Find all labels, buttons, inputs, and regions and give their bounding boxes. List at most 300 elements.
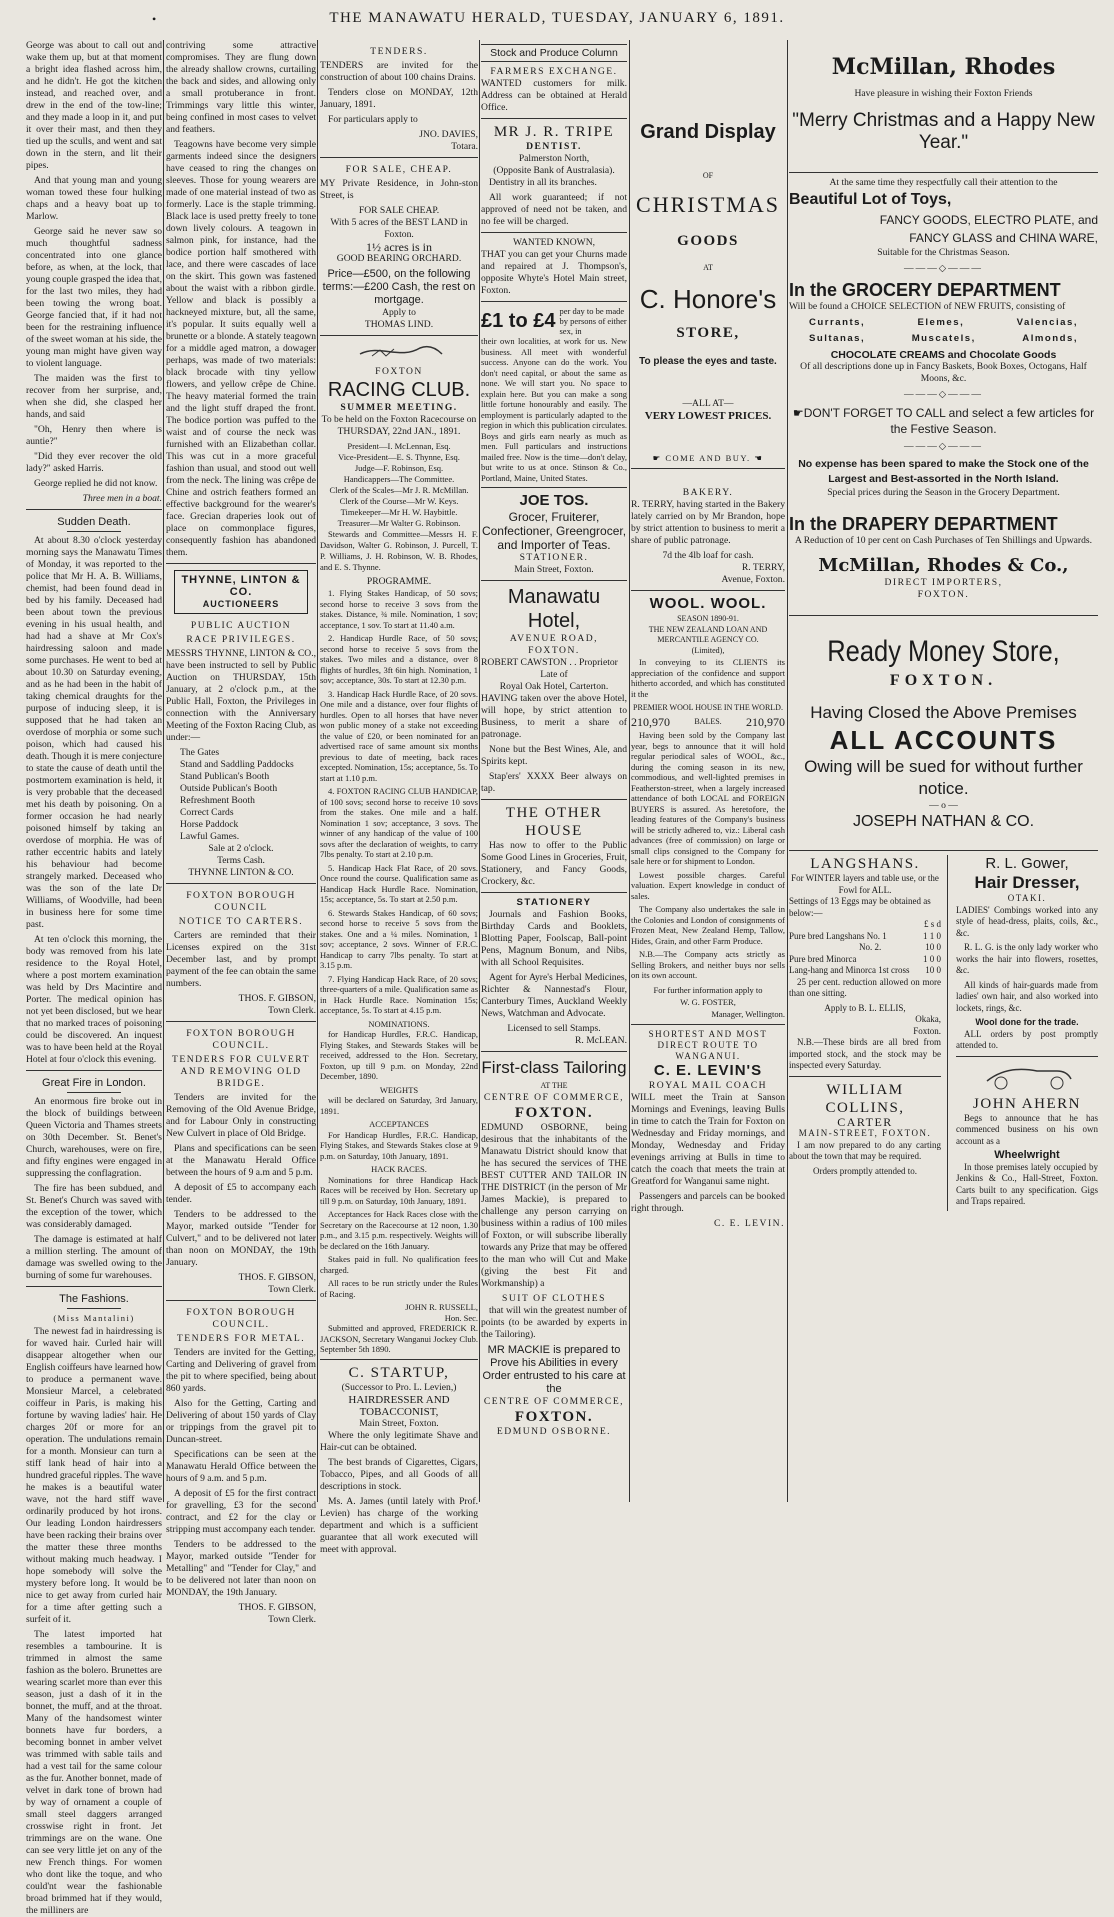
spacer bbox=[631, 40, 785, 120]
council-body: Tenders to be addressed to the Mayor, marked outside "Tender for Culvert," and to be delivered not later than noon on MONDAY, the 19th January. bbox=[166, 1209, 316, 1268]
collins-subheading: CARTER bbox=[837, 1114, 893, 1129]
column-rule bbox=[163, 40, 164, 1502]
programme-race: 1. Flying Stakes Handicap, of 50 sovs; second horse to receive 3 sovs from the stakes. Distance, ¾ mile. Nomination, 1 sov; acceptance, 1 sov. To start at 11.40 a.m. bbox=[320, 588, 478, 630]
council-signature: THOS. F. GIBSON, bbox=[238, 1272, 316, 1283]
article-paragraph: An enormous fire broke out in the block of buildings between Queen Victoria and Thames streets on 30th December. St. Benet's Church, warehouses, were on fire, and fifty engines were engaged in suppressing the conflagration. bbox=[26, 1096, 162, 1179]
gower-subheading: Hair Dresser, bbox=[974, 873, 1080, 892]
column-rule bbox=[317, 40, 318, 1502]
divider bbox=[789, 172, 1098, 173]
tenders-signature: JNO. DAVIES, bbox=[419, 129, 478, 140]
racing-ornament-icon bbox=[320, 340, 478, 362]
programme-list bbox=[320, 588, 478, 1355]
wool-role: Manager, Wellington. bbox=[711, 1008, 785, 1019]
levin-body: WILL meet the Train at Sanson Mornings and Evenings, leaving Bulls in time to catch the Train for Foxton on Wednesday and Friday mornings, and Monday, Wednesday and Friday evenings arriving at Bulls in time to catch the coach that meets the train at Greatford for Wanganui same night. bbox=[631, 1091, 785, 1187]
toys-heading: Beautiful Lot of Toys, bbox=[789, 191, 952, 208]
fashions-byline: (Miss Mantalini) bbox=[53, 1313, 135, 1323]
collins-body: I am now prepared to do any carting about the town that may be required. bbox=[789, 1139, 941, 1161]
council-subheading: NOTICE TO CARTERS. bbox=[178, 916, 304, 927]
sale-caps: FOR SALE CHEAP. bbox=[358, 205, 440, 216]
council-body: Specifications can be seen at the Manawatu Herald Office between the hours of 9 a.m. and 5 p.m. bbox=[166, 1449, 316, 1484]
article-paragraph: contriving some attractive compromises. They are flung down the already shallow crowns, curtailing the back and sides, and allowing only a small protuberance in front. Trimmings vary little this winter, being confined in most cases to velvet and feathers. bbox=[166, 40, 316, 135]
langshans-town: Foxton. bbox=[913, 1025, 941, 1036]
programme-race: 4. FOXTON RACING CLUB HANDICAP, of 100 sovs; second horse to receive 10 sovs from the stakes. One mile and a half. Nomination 1 sov; acceptance, 3 sovs. The winner of any handicap of the value of 100 sovs after the declaration of weights, to carry 7lbs penalty. To start at 2.10 p.m. bbox=[320, 786, 478, 859]
fruit-item: Currants, bbox=[809, 317, 866, 328]
startup-body: Where the only legitimate Shave and Hair-cut can be obtained. bbox=[320, 1429, 478, 1453]
mcmillan-rhodes-heading: McMillan, Rhodes bbox=[831, 54, 1056, 80]
please-tagline: To please the eyes and taste. bbox=[639, 356, 777, 367]
tripe-address: Palmerston North, bbox=[518, 153, 590, 164]
wool-bales-row bbox=[631, 716, 785, 728]
sale-orchard: GOOD BEARING ORCHARD. bbox=[336, 253, 462, 264]
bakery-heading: BAKERY. bbox=[682, 487, 734, 498]
tailoring-body: that will win the greatest number of points (to be awarded by experts in the Tailoring). bbox=[481, 1305, 627, 1340]
official: Vice-President—E. S. Thynne, Esq. bbox=[338, 452, 460, 462]
divider bbox=[481, 232, 627, 233]
startup-body: Ms. A. James (until lately with Prof. Levien) has charge of the working department and which is a sufficient guarantee that all work executed will meet with approval. bbox=[320, 1495, 478, 1555]
divider bbox=[166, 563, 316, 564]
column-2 bbox=[166, 40, 316, 1625]
hotel-body: HAVING taken over the above Hotel, will hope, by strict attention to Business, to merit a share of patronage. bbox=[481, 693, 627, 740]
divider bbox=[67, 1092, 121, 1093]
auction-item: Stand and Saddling Paddocks bbox=[180, 759, 294, 770]
tenders-heading: TENDERS. bbox=[370, 46, 428, 57]
wool-body: In conveying to its CLIENTS its appreciation of the confidence and support hitherto accorded, and which has constituted it the bbox=[631, 657, 785, 699]
wool-nb: N.B.—The Company acts strictly as Selling Brokers, and neither buys nor sells on its own account. bbox=[631, 949, 785, 980]
merry-christmas-heading: "Merry Christmas and a Happy New Year." bbox=[792, 110, 1095, 153]
divider bbox=[166, 1300, 316, 1301]
divider bbox=[631, 590, 785, 591]
divider bbox=[631, 468, 785, 469]
divider bbox=[789, 615, 1098, 616]
langshans-row-price: 1 1 0 bbox=[923, 930, 941, 941]
honore-heading: C. Honore's bbox=[639, 284, 777, 314]
tripe-subheading: DENTIST. bbox=[526, 141, 582, 152]
divider bbox=[481, 118, 627, 119]
tailoring-town: FOXTON. bbox=[514, 1409, 594, 1425]
collins-orders: Orders promptly attended to. bbox=[813, 1165, 917, 1176]
official: President—I. McLennan, Esq. bbox=[347, 441, 451, 451]
collins-heading: WILLIAM COLLINS, bbox=[825, 1081, 905, 1116]
gower-town: OTAKI. bbox=[1007, 893, 1047, 903]
divider bbox=[481, 487, 627, 488]
divider bbox=[67, 531, 121, 532]
come-and-buy-text: COME AND BUY. bbox=[665, 453, 751, 463]
nominations-body: for Handicap Hurdles, F.R.C. Handicap, Flying Stakes, and Stewards Stakes will be received, addressed to the Hon. Secretary, Foxton, up till 9 p.m. on Monday, 22nd December, 1890. bbox=[320, 1029, 478, 1081]
auction-item: Horse Paddock bbox=[180, 819, 239, 830]
council-heading: FOXTON BOROUGH COUNCIL bbox=[186, 890, 296, 913]
hotel-proprietor: ROBERT CAWSTON . . Proprietor bbox=[481, 657, 618, 668]
divider bbox=[789, 850, 1098, 851]
auction-item: Lawful Games. bbox=[180, 831, 240, 842]
story-credit: Three men in a boat. bbox=[82, 493, 162, 504]
ahern-body: In those premises lately occupied by Jenkins & Co., Hall-Street, Foxton. Carts built to any specification. Gigs and Traps repaired. bbox=[956, 1161, 1098, 1206]
ready-money-town: FOXTON. bbox=[889, 672, 998, 689]
council-body: Tenders are invited for the Getting, Carting and Delivering of gravel from the pit to where specified, being about 860 yards. bbox=[166, 1347, 316, 1394]
council-role: Town Clerk. bbox=[268, 1005, 316, 1016]
stationery-licensed: Licensed to sell Stamps. bbox=[507, 1023, 601, 1034]
reduction-line: A Reduction of 10 per cent on Cash Purchases of Ten Shillings and Upwards. bbox=[794, 535, 1093, 546]
programme-heading: PROGRAMME. bbox=[366, 576, 432, 587]
tenders-more: For particulars apply to bbox=[328, 114, 418, 125]
langshans-row bbox=[789, 965, 941, 977]
tailoring-mackie: MR MACKIE is prepared to Prove his Abilities in every Order entrusted to his care at the bbox=[482, 1344, 626, 1395]
startup-successor: (Successor to Pro. L. Levien,) bbox=[341, 1381, 457, 1393]
tos-stationer: STATIONER. bbox=[519, 552, 589, 563]
sudden-death-heading: Sudden Death. bbox=[57, 516, 131, 528]
grocery-heading: In the GROCERY DEPARTMENT bbox=[789, 280, 1061, 300]
programme-race: 5. Handicap Hack Flat Race, of 20 sovs. Once round the course. Qualification same as Handicap Hack Hurdle Race. Nomination, 15s; acceptance, 5s. To start at 2.50 p.m. bbox=[320, 862, 478, 904]
divider bbox=[481, 301, 627, 302]
auction-item: The Gates bbox=[180, 747, 220, 758]
official: Stewards and Committee—Messrs H. F. Davidson, Walter G. Robinson, J. Purcell, T. P. Williams, J. H. Robinson, W. B. Rhodes, and E. S. Thynne. bbox=[320, 529, 478, 572]
startup-address: Main Street, Foxton. bbox=[359, 1417, 439, 1429]
official: Clerk of the Scales—Mr J. R. McMillan. bbox=[329, 485, 469, 495]
story-paragraph: George replied he did not know. bbox=[34, 478, 158, 489]
divider bbox=[26, 1070, 162, 1071]
sale-acres: 1½ acres is in bbox=[366, 240, 432, 254]
grand-display-heading: Grand Display bbox=[640, 121, 776, 143]
other-house-heading: THE OTHER HOUSE bbox=[505, 805, 603, 839]
story-paragraph: And that young man and young woman towed these four hulking chaps and a heavy boat up to Marlow. bbox=[26, 175, 162, 222]
attention-line: At the same time they respectfully call their attention to the bbox=[829, 177, 1058, 188]
hotel-body: Stap'ers' XXXX Beer always on tap. bbox=[481, 771, 627, 794]
divider bbox=[26, 1286, 162, 1287]
gower-orders: ALL orders by post promptly attended to. bbox=[956, 1028, 1098, 1050]
hack-races-heading: HACK RACES. bbox=[371, 1164, 427, 1174]
all-at: —ALL AT— bbox=[682, 398, 734, 409]
sale-body: MY Private Residence, in John-ston Street, is bbox=[320, 178, 478, 201]
descriptions-line: Of all descriptions done up in Fancy Baskets, Book Boxes, Octogans, Half Moons, &c. bbox=[800, 361, 1087, 384]
langshans-row bbox=[789, 942, 941, 954]
bakery-signature: R. TERRY, bbox=[741, 562, 785, 573]
bakery-body: R. TERRY, having started in the Bakery lately carried on by Mr Brandon, hope by strict attention to business to merit a share of public patronage. bbox=[631, 499, 785, 546]
tenders-body: TENDERS are invited for the construction of about 100 chains Drains. bbox=[320, 60, 478, 83]
auction-terms: Terms Cash. bbox=[217, 855, 265, 866]
sale-with: With 5 acres of the BEST LAND in Foxton. bbox=[330, 217, 468, 240]
auction-items bbox=[166, 747, 316, 843]
fashions-heading: The Fashions. bbox=[59, 1293, 129, 1305]
tailoring-centre: CENTRE OF COMMERCE, bbox=[483, 1396, 625, 1407]
langshans-for: For WINTER layers and table use, or the Fowl for ALL. bbox=[791, 873, 939, 895]
auction-sale-time: Sale at 2 o'clock. bbox=[208, 843, 274, 854]
great-fire-heading: Great Fire in London. bbox=[42, 1077, 146, 1089]
langshans-row-price: 10 0 bbox=[925, 942, 941, 952]
lowest-prices: VERY LOWEST PRICES. bbox=[644, 410, 772, 422]
divider bbox=[320, 1359, 478, 1360]
wool-body: Having been sold by the Company last year, begs to announce that it will hold regular periodical sales of WOOL, &c., during the coming season in its new, commodious, and well-lighted premises in Featherston-street, when a largely increased attendance of both LOCAL and FOREIGN BUYERS is assured. As heretofore, the leading features of the Company's business will be strictly adhered to, viz.: Liberal cash advances (free of commission) on large or small clips consigned to the Company for sale here or for shipment to London. bbox=[631, 730, 785, 866]
startup-body: The best brands of Cigarettes, Cigars, Tobacco, Pipes, and all Goods of all descriptions in stock. bbox=[320, 1456, 478, 1492]
ornament-icon: ———◇——— bbox=[904, 389, 983, 400]
council-signature: THOS. F. GIBSON, bbox=[238, 1602, 316, 1613]
wool-heading: WOOL. WOOL. bbox=[649, 595, 767, 612]
tos-address: Main Street, Foxton. bbox=[514, 564, 594, 575]
article-paragraph: The damage is estimated at half a million sterling. The amount of damage was swelled owing to the burning of some fur warehouses. bbox=[26, 1234, 162, 1281]
programme-race: 7. Flying Handicap Hack Race, of 20 sovs; three-quarters of a mile. Qualification same as in Hack Hurdle Race. Nomination 15s; acceptance, 5s. To start at 4.15 p.m. bbox=[320, 973, 478, 1015]
tailoring-signature: EDMUND OSBORNE. bbox=[496, 1426, 612, 1437]
gower-body: R. L. G. is the only lady worker who works the hair into flowers, rosettes, &c. bbox=[956, 942, 1098, 975]
auction-signature: THYNNE LINTON & CO. bbox=[188, 867, 294, 878]
direct-importers: DIRECT IMPORTERS, bbox=[884, 577, 1003, 588]
bakery-address: Avenue, Foxton. bbox=[721, 574, 785, 585]
column-4 bbox=[481, 40, 627, 1502]
hack-body: Stakes paid in full. No qualification fees charged. bbox=[320, 1254, 478, 1275]
tos-heading: JOE TOS. bbox=[519, 492, 589, 509]
tailoring-centre: CENTRE OF COMMERCE, bbox=[483, 1092, 625, 1103]
langshans-row-label: Pure bred Langshans No. 1 bbox=[789, 930, 887, 941]
drapery-heading: In the DRAPERY DEPARTMENT bbox=[789, 514, 1058, 534]
sale-apply: Apply to bbox=[382, 307, 416, 318]
fruits-row bbox=[809, 317, 1078, 329]
council-subheading: TENDERS FOR CULVERT AND REMOVING OLD BRIDGE. bbox=[172, 1054, 310, 1089]
money-heading-row bbox=[481, 306, 627, 336]
levin-signature: C. E. LEVIN. bbox=[713, 1217, 785, 1229]
council-role: Town Clerk. bbox=[268, 1614, 316, 1625]
masthead-dot: • bbox=[152, 12, 157, 26]
lower-ads-row bbox=[789, 855, 1098, 1211]
fancy-goods-line: FANCY GOODS, ELECTRO PLATE, and bbox=[879, 213, 1098, 227]
auction-item: Correct Cards bbox=[180, 807, 234, 818]
story-paragraph: George was about to call out and wake them up, but at that moment a bright idea flashed across him, and he didn't. He got the kitchen instead, and reached over, and drew in the end of the tow-line; and they made a loop in it, and put it over their mast, and then they tied up the sculls, and went and sat down in the stern, and lit their pipes. bbox=[26, 40, 162, 171]
money-heading: £1 to £4 bbox=[481, 310, 556, 332]
wool-premier: PREMIER WOOL HOUSE IN THE WORLD. bbox=[633, 703, 783, 712]
auction-item: Stand Publican's Booth bbox=[180, 771, 270, 782]
nominations-heading: NOMINATIONS. bbox=[368, 1018, 430, 1029]
hotel-address: AVENUE ROAD, bbox=[509, 633, 599, 644]
wanted-heading: WANTED KNOWN, bbox=[512, 237, 596, 248]
acceptances-body: For Handicap Hurdles, F.R.C. Handicap, Flying Stakes, and Stewards Stakes close at 9 p.m. on Saturday, 10th January, 1891. bbox=[320, 1129, 478, 1161]
weights-body: will be declared on Saturday, 3rd January, 1891. bbox=[320, 1095, 478, 1116]
carriage-icon bbox=[967, 1061, 1087, 1091]
langshans-apply: Apply to B. L. ELLIS, bbox=[824, 1002, 906, 1013]
hack-body: Nominations for three Handicap Hack Races will be received by Hon. Secretary up till 9 p.m. on Saturday, 10th January, 1891. bbox=[320, 1174, 478, 1206]
pointing-hand-icon: ☚ bbox=[754, 453, 764, 463]
masthead-title: THE MANAWATU HERALD, TUESDAY, JANUARY 6, 1891. bbox=[329, 10, 785, 26]
suitable-line: Suitable for the Christmas Season. bbox=[877, 247, 1010, 258]
divider bbox=[320, 335, 478, 336]
programme-race: 6. Stewards Stakes Handicap, of 60 sovs; second horse to receive 5 sovs from the stakes. One and a ¼ miles. Nomination, 1 sov; acceptance, 2 sovs. Winner of F.R.C. Handicap to carry 7lbs penalty. To start at 3.15 p.m. bbox=[320, 907, 478, 970]
wool-info: For further information apply to bbox=[653, 984, 763, 995]
fruits-row bbox=[809, 333, 1078, 345]
money-heading-sub: per day to be made by persons of either sex, in bbox=[559, 306, 627, 336]
ahern-trade: Wheelwright bbox=[994, 1149, 1060, 1161]
divider bbox=[166, 883, 316, 884]
divider bbox=[956, 1056, 1098, 1057]
langshans-nb: N.B.—These birds are all bred from imported stock, and the stock may be inspected every Saturday. bbox=[789, 1037, 941, 1070]
tripe-address: (Opposite Bank of Australasia). bbox=[493, 165, 615, 176]
sale-price: Price—£500, on the following terms:—£200 Cash, the rest on mortgage. bbox=[322, 268, 476, 306]
other-house-body: Has now to offer to the Public Some Good Lines in Groceries, Fruit, Stationery, and Fancy Goods, Crockery, &c. bbox=[481, 840, 627, 887]
wool-body: The Company also undertakes the sale in the Colonies and London of consignments of Frozen Meat, New Zealand Hemp, Tallow, Hides, Grain, and other Farm Produce. bbox=[631, 904, 785, 946]
divider bbox=[789, 1076, 941, 1077]
startup-trade: HAIRDRESSER AND TOBACCONIST, bbox=[348, 1393, 450, 1418]
langshans-money-header: £ s d bbox=[923, 919, 941, 929]
divider bbox=[481, 580, 627, 581]
levin-subheading: ROYAL MAIL COACH bbox=[648, 1079, 768, 1091]
tenders-close: Tenders close on MONDAY, 12th January, 1891. bbox=[320, 87, 478, 110]
wanted-body: THAT you can get your Churns made and repaired at J. Thompson's, opposite Whyte's Hotel Main street, Foxton. bbox=[481, 249, 627, 296]
official: Judge—F. Robinson, Esq. bbox=[354, 463, 444, 473]
divider bbox=[481, 799, 627, 800]
column-rule bbox=[787, 40, 788, 1502]
racing-date: THURSDAY, 22nd JAN., 1891. bbox=[337, 426, 461, 437]
collins-address: MAIN-STREET, FOXTON. bbox=[798, 1128, 932, 1138]
column-1 bbox=[26, 40, 162, 1916]
racing-subtitle: SUMMER MEETING. bbox=[340, 402, 458, 413]
hotel-late: Late of bbox=[540, 669, 568, 680]
wool-bales-left: 210,970 bbox=[631, 715, 670, 729]
council-signature: THOS. F. GIBSON, bbox=[238, 993, 316, 1004]
column-5 bbox=[631, 40, 785, 1502]
official: Handicappers—The Committee. bbox=[343, 474, 455, 484]
masthead bbox=[0, 0, 1114, 34]
goods-heading: GOODS bbox=[677, 233, 739, 249]
langshans-row-label: Pure bred Minorca bbox=[789, 953, 857, 964]
official: Treasurer—Mr Walter G. Robinson. bbox=[337, 518, 461, 528]
mcmillan-town: FOXTON. bbox=[917, 589, 970, 600]
council-subheading: TENDERS FOR METAL. bbox=[176, 1333, 306, 1344]
divider bbox=[481, 892, 627, 893]
stationery-agent: Agent for Ayre's Herbal Medicines, Richter & Nannestad's Flour, Canterbury Times, Auckland Weekly News, Watchman and Advocate. bbox=[481, 972, 627, 1019]
langshans-row-price: 10 0 bbox=[925, 965, 941, 975]
langshans-address: Okaka, bbox=[915, 1014, 941, 1024]
tailoring-suit: SUIT OF CLOTHES bbox=[502, 1293, 606, 1304]
wool-signature: W. G. FOSTER, bbox=[680, 996, 736, 1007]
pointing-hand-icon: ☛ bbox=[792, 406, 804, 420]
article-paragraph: At ten o'clock this morning, the body was removed from his late residence to the Royal Hotel, where a post mortem examination was held by Drs Macintire and Porter. The medical opinion has not yet been disclosed, but we hear that no marked traces of poisoning could be discovered. An inquest was to have been held at the Royal Hotel at four o'clock this evening. bbox=[26, 934, 162, 1065]
auctioneer-logo bbox=[174, 570, 308, 614]
article-paragraph: The fire has been subdued, and St. Benet's Church was saved with the exception of the tower, which was considerably damaged. bbox=[26, 1183, 162, 1230]
right-ads bbox=[956, 855, 1098, 1211]
story-paragraph: "Did they ever recover the old lady?" asked Harris. bbox=[26, 451, 162, 474]
ready-money-store-heading: Ready Money Store, bbox=[827, 635, 1060, 668]
dash-ornament-icon: — o — bbox=[929, 800, 958, 811]
all-accounts-heading: ALL ACCOUNTS bbox=[829, 725, 1058, 755]
divider bbox=[26, 509, 162, 510]
wool-season: SEASON 1890-91. bbox=[677, 614, 739, 623]
tenders-role: Totara. bbox=[451, 141, 478, 152]
wool-limited: (Limited), bbox=[691, 646, 725, 655]
sale-signature: THOMAS LIND. bbox=[364, 319, 434, 330]
council-body: Carters are reminded that their Licenses expired on the 31st December last, and by prompt payment of the fee can obtain the same numbers. bbox=[166, 930, 316, 989]
council-heading: FOXTON BOROUGH COUNCIL. bbox=[186, 1307, 296, 1330]
logo-line: AUCTIONEERS bbox=[202, 599, 280, 609]
of-label: OF bbox=[702, 171, 714, 180]
wool-company: THE NEW ZEALAND LOAN AND MERCANTILE AGENCY CO. bbox=[648, 625, 768, 644]
racing-officials bbox=[320, 441, 478, 573]
tripe-heading: MR J. R. TRIPE bbox=[493, 124, 615, 140]
tripe-body: All work guaranteed; if not approved of need not be taken, and no fee will be charged. bbox=[481, 192, 627, 227]
hotel-town: FOXTON. bbox=[528, 645, 580, 656]
tailoring-town: FOXTON. bbox=[514, 1105, 594, 1121]
council-body: A deposit of £5 to accompany each tender. bbox=[166, 1182, 316, 1205]
tailoring-at: AT THE bbox=[540, 1081, 568, 1090]
divider bbox=[481, 1051, 627, 1052]
farmers-body: WANTED customers for milk. Address can be obtained at Herald Office. bbox=[481, 78, 627, 113]
hack-body: All races to be run strictly under the Rules of Racing. bbox=[320, 1278, 478, 1299]
expense-line: No expense has been spared to make the Stock one of the Largest and Best-assorted in the North Island. bbox=[798, 458, 1089, 485]
auction-heading: PUBLIC AUCTION bbox=[190, 620, 292, 631]
story-paragraph: "Oh, Henry then where is auntie?" bbox=[26, 424, 162, 447]
chocolate-creams-line: CHOCOLATE CREAMS and Chocolate Goods bbox=[830, 349, 1057, 361]
column-rule bbox=[629, 40, 630, 1502]
acceptances-heading: ACCEPTANCES bbox=[369, 1119, 429, 1129]
divider bbox=[67, 1308, 121, 1309]
langshans-row bbox=[789, 931, 941, 943]
official: Clerk of the Course—Mr W. Keys. bbox=[339, 496, 459, 506]
stationery-body: Journals and Fashion Books, Birthday Cards and Booklets, Blotting Paper, Foolscap, Ball-point Pens, Magnum Bonum, and Nibs, with all School Requisites. bbox=[481, 909, 627, 968]
auction-item: Refreshment Booth bbox=[180, 795, 255, 806]
ahern-heading: JOHN AHERN bbox=[973, 1095, 1081, 1112]
hack-signature: JOHN R. RUSSELL, bbox=[405, 1302, 478, 1312]
gower-body: All kinds of hair-guards made from ladies' own hair, and also worked into lockets, rings, &c. bbox=[956, 979, 1098, 1013]
racing-club-title: RACING CLUB. bbox=[327, 379, 471, 401]
auction-item: Outside Publican's Booth bbox=[180, 783, 278, 794]
auction-subheading: RACE PRIVILEGES. bbox=[186, 634, 296, 645]
programme-race: 2. Handicap Hurdle Race, of 50 sovs; second horse to receive 5 sovs from the stakes. Two miles and a distance, over 8 flights of hurdles, 3ft 6in high. Nomination, 1 sov; acceptance, 30s. To start at 12.30 p.m. bbox=[320, 633, 478, 685]
tos-body: Grocer, Fruiterer, Confectioner, Greengrocer, and Importer of Teas. bbox=[481, 510, 627, 552]
column-3 bbox=[320, 40, 478, 1555]
logo-line: THYNNE, LINTON & CO. bbox=[181, 574, 301, 598]
official: Timekeeper—Mr H. W. Haybittle. bbox=[340, 507, 458, 517]
programme-race: 3. Handicap Hack Hurdle Race, of 20 sovs. One mile and a distance, over four flights of hurdles. Open to all horses that have never won public money of a stake not exceeding the value of £20, or been nominated for an advertised race of same amount six months previous to date of meeting, back races excepted. Nomination, 15s; acceptance, 5s. To start at 1.10 p.m. bbox=[320, 688, 478, 783]
wool-bales-label: BALES. bbox=[694, 717, 722, 726]
at-label: AT bbox=[703, 263, 713, 272]
article-paragraph: Teagowns have become very simple garments indeed since the designers have ceased to ring the changes on sleeves. Those for young wearers are made of one material instead of two as formerly. Lace is the staple trimming. Black lace is used pretty freely to tone down lively colours. A teagown in salmon pink, for instance, had the bodice portion half smothered with lace, and there were cascades of lace on the skirt. This gown was fastened about the waist with a ribbon girdle. Yellow and black is possibly a hackneyed mixture, but, all the same, it's popular. It suits equally well a brunette or a blonde. A stately teagown for a middle aged matron, a dowager perhaps, was made of two materials: black brocade with tiny yellow flowers, and yellow crêpe de Chine. The heavy material formed the train and the light stuff draped the front. The bodice portion was puffed to the waist and of course the neck was furnished with an Elizabethan collar. This was cut in a more graceful fashion than usual, and stood out well from the neck. The lining was crêpe de Chine and ostrich feathers formed an effective background for the wearer's face. Grecian draperies look out of place on commonplace figures, consequently fashion has abandoned them. bbox=[166, 139, 316, 558]
hotel-heading: Manawatu Hotel, bbox=[507, 586, 601, 632]
hotel-late: Royal Oak Hotel, Carterton. bbox=[499, 681, 609, 692]
dont-forget-line bbox=[789, 405, 1098, 437]
gower-heading: R. L. Gower, bbox=[985, 855, 1069, 872]
tripe-body: Dentistry in all its branches. bbox=[489, 177, 597, 188]
langshans-heading: LANGSHANS. bbox=[810, 856, 920, 872]
farmers-exchange-heading: FARMERS EXCHANGE. bbox=[490, 66, 618, 77]
left-ads bbox=[789, 855, 948, 1211]
divider bbox=[320, 157, 478, 158]
column-6 bbox=[789, 40, 1098, 1502]
racing-town: FOXTON bbox=[375, 366, 423, 377]
divider bbox=[166, 1021, 316, 1022]
special-prices-line: Special prices during the Season in the Grocery Department. bbox=[827, 487, 1060, 498]
owing-line: Owing will be sued for without further notice. bbox=[804, 757, 1083, 798]
tailoring-body: EDMUND OSBORNE, being desirous that the inhabitants of the Manawatu District should know that he has secured the services of THE BEST CUTTER AND TAILOR IN THE DISTRICT (in the person of Mr James Mackie), is prepared to challenge any person carrying on business within a radius of 100 miles of Foxton, or will subscribe liberally towards any Prize that may be offered to the man who will Cut and Make (giving the best Fit and Workmanship) a bbox=[481, 1122, 627, 1289]
for-sale-heading: FOR SALE, CHEAP. bbox=[345, 164, 453, 175]
story-paragraph: The maiden was the first to recover from her surprise, and, when she did, she clasped her hands, and said bbox=[26, 373, 162, 420]
startup-heading: C. STARTUP, bbox=[348, 1364, 450, 1381]
langshans-row-label: Lang-hang and Minorca 1st cross bbox=[789, 965, 910, 975]
council-heading: FOXTON BOROUGH COUNCIL. bbox=[186, 1028, 296, 1051]
ahern-body: Begs to announce that he has commenced business on his own account as a bbox=[956, 1112, 1098, 1146]
council-body: Tenders are invited for the Removing of the Old Avenue Bridge, and for Labour Only in constructing New Culvert in place of Old Bridge. bbox=[166, 1092, 316, 1139]
council-body: Tenders to be addressed to the Mayor, marked outside "Tender for Metalling" and "Tender for Clay," and to be delivered not later than noon on MONDAY, the 19th January. bbox=[166, 1539, 316, 1598]
council-body: A deposit of £5 for the first contract for gravelling, £3 for the second contract, and £2 for the clay or stripping must accompany each tender. bbox=[166, 1488, 316, 1535]
wool-body: Lowest possible charges. Careful valuation. Expert knowledge in conduct of sales. bbox=[631, 869, 785, 901]
article-paragraph: The newest fad in hairdressing is for waved hair. Curled hair will disappear altogether when our English coiffeurs have learned how to produce a permanent wave. Monsieur Marcel, a celebrated coiffeur in Paris, is making his fortune by waving ladies' hair. He charges 20f or more for an operation. The undulations remain for a month. Monsieur can turn a stiff lank head of hair into a hundred graceful ripples. The wave he makes is a beautiful water wave, not the hard stiff wave ordinarily produced by hot irons. Our leading London hairdressers have been racking their brains over the matter these three months without making much headway. I hope somebody will solve the mystery before long. It would be nice to get away from curled hair for a time after getting such a surfeit of it. bbox=[26, 1326, 162, 1625]
fruit-item: Valencias, bbox=[1016, 317, 1078, 328]
weights-heading: WEIGHTS bbox=[379, 1084, 419, 1095]
fruit-item: Sultanas, bbox=[809, 333, 866, 344]
stationery-signature: R. McLEAN. bbox=[575, 1035, 627, 1046]
story-paragraph: George said he never saw so much thoughtful sadness concentrated into one glance before, as when, at the lock, that young couple grasped the idea that, for the last two miles, they had been towing the wrong boat. George fancied that, if it had not been for the restraining influence of the sweet woman at his side, the young man might have given way to violent language. bbox=[26, 226, 162, 369]
tailoring-heading: First-class Tailoring bbox=[481, 1058, 627, 1077]
mcmillan-pleasure: Have pleasure in wishing their Foxton Friends bbox=[854, 88, 1033, 99]
langshans-reduce: 25 per cent. reduction allowed on more than one sitting. bbox=[789, 976, 941, 998]
route-heading: SHORTEST AND MOST DIRECT ROUTE TO WANGANUI. bbox=[648, 1028, 768, 1061]
levin-body: Passengers and parcels can be booked right through. bbox=[631, 1190, 785, 1214]
come-and-buy bbox=[631, 452, 785, 464]
store-heading: STORE, bbox=[676, 325, 740, 341]
stock-column-heading: Stock and Produce Column bbox=[481, 44, 627, 62]
choice-line: Will be found a CHOICE SELECTION of NEW FRUITS, consisting of bbox=[789, 301, 1066, 312]
